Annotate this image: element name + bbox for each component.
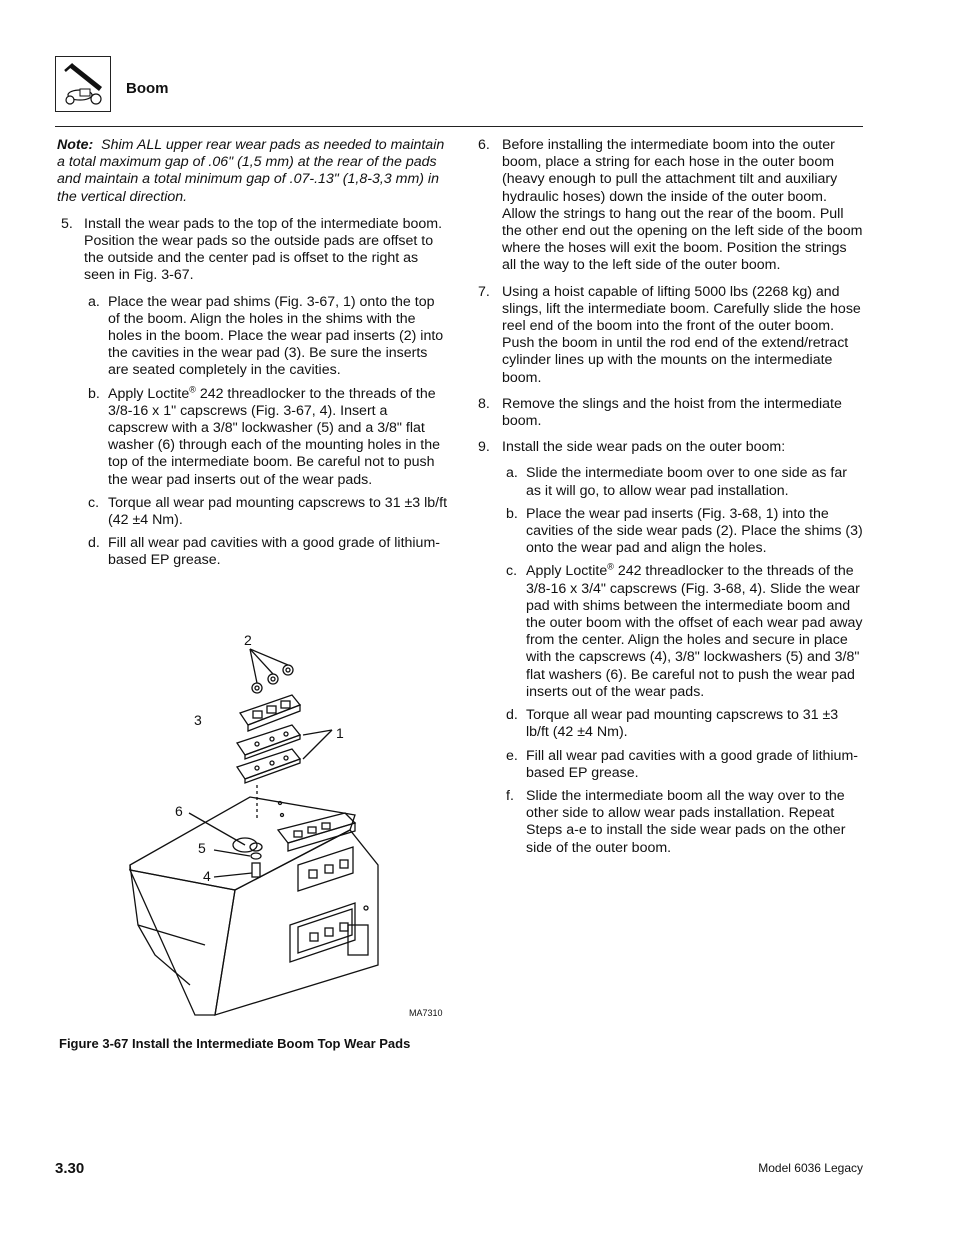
substep-letter: c. [88,494,100,511]
callout-4: 4 [203,868,211,884]
substep-letter: c. [506,563,518,580]
step-text: Install the side wear pads on the outer boom: [502,439,786,456]
substep-letter: a. [506,465,518,482]
step-number: 6. [478,137,490,153]
substep-letter: e. [506,747,518,764]
substep-text: Slide the intermediate boom all the way over to the other side to allow wear pads installation. Repeat Steps a-e to install the side wear pads on the other side of the outer boom. [526,787,846,856]
substep-letter: f. [506,787,514,804]
model-label: Model 6036 Legacy [758,1161,863,1175]
step-9e [478,748,863,782]
step-text: Using a hoist capable of lifting 5000 lbs (2268 kg) and slings, lift the intermediate boom. Carefully slide the hose reel end of the boom into the front of the outer boom. Push the boom in until the rod end of the extend/retract cylinder lines up with the mounts on the intermediate boom. [502,283,861,386]
section-title: Boom [126,80,169,97]
step-5 [57,216,447,285]
substep-letter: d. [88,535,100,552]
callout-3: 3 [194,712,202,728]
substep-text: Fill all wear pad cavities with a good grade of lithium-based EP grease. [108,535,440,569]
step-text: Remove the slings and the hoist from the intermediate boom. [502,395,842,430]
callout-6: 6 [175,803,183,819]
right-column [478,137,863,863]
substep-letter: a. [88,293,100,310]
telehandler-boom-icon [56,57,110,111]
substep-letter: d. [506,707,518,724]
substep-text-post: 242 threadlocker to the threads of the 3/8-16 x 3/4" capscrews (Fig. 3-68, 4). Slide the wear pad with shims between the intermediate boom and the outer boom with the offset of each wear pad away from the center. Align the holes and secure in place with the capscrews (4), 3/8" lockwashers (5) and 3/8" flat washers (6). Be careful not to push the wear pad inserts out of the wear pads. [526,563,863,700]
registered-mark: ® [189,383,196,394]
substep-text: Torque all wear pad mounting capscrews to 31 ±3 lb/ft (42 ±4 Nm). [108,494,448,529]
step-5d [57,535,447,569]
header-rule [55,126,863,127]
step-9d [478,707,863,741]
substep-text-pre: Apply Loctite [108,385,190,402]
step-9c [478,563,863,701]
page-number: 3.30 [55,1160,85,1177]
step-number: 8. [478,395,490,412]
figure-3-67 [110,625,455,1025]
callout-1: 1 [336,725,344,741]
substep-text: Fill all wear pad cavities with a good grade of lithium-based EP grease. [526,747,858,781]
step-8 [478,396,863,430]
step-number: 7. [478,283,490,300]
substep-text: Place the wear pad inserts (Fig. 3-68, 1) into the cavities of the side wear pads (2). Place the shims (3) onto the wear pad and align the holes. [526,505,863,557]
left-column [57,137,447,576]
art-id: MA7310 [409,1008,443,1018]
registered-mark: ® [607,561,614,572]
step-number: 5. [61,215,73,232]
step-9 [478,439,863,456]
substep-text: Place the wear pad shims (Fig. 3-67, 1) onto the top of the boom. Align the holes in the shims with the holes in the boom. Place the wear pad inserts (2) into the cavities in the wear pad (3). Be sure the inserts are seated completely in the cavities. [108,293,444,379]
substep-letter: b. [506,505,518,522]
step-text: Before installing the intermediate boom into the outer boom, place a string for each hose in the outer boom (heavy enough to pull the attachment tilt and auxiliary hydraulic hoses) down the inside of the outer boom. Allow the strings to hang out the rear of the boom. Pull the other end out the opening on the left side of the boom where the hoses will exit the boom. Position the strings all the way to the left side of the outer boom. [502,137,863,274]
step-number: 9. [478,439,490,456]
step-6 [478,137,863,275]
callout-5: 5 [198,840,206,856]
step-9f [478,788,863,857]
section-logo [55,56,111,112]
note [57,137,447,206]
step-9b [478,506,863,558]
substep-text: Slide the intermediate boom over to one side as far as it will go, to allow wear pad installation. [526,465,847,499]
substep-text-post: 242 threadlocker to the threads of the 3/8-16 x 1" capscrews (Fig. 3-67, 4). Insert a capscrew with a 3/8" lockwasher (5) and a 3/8" flat washer (6) through each of the mounting holes in the top of the intermediate boom. Be careful not to push the wear pad inserts out of the wear pads. [108,385,441,488]
step-5b [57,383,447,489]
substep-text-pre: Apply Loctite [526,563,608,580]
note-label: Note: [57,137,94,153]
boom-wear-pad-illustration [110,625,455,1025]
step-5a [57,294,447,380]
substep-text: Torque all wear pad mounting capscrews to 31 ±3 lb/ft (42 ±4 Nm). [526,707,839,741]
figure-caption: Figure 3-67 Install the Intermediate Boom Top Wear Pads [59,1036,411,1051]
step-5c [57,495,447,529]
callout-2: 2 [244,632,252,648]
step-7 [478,284,863,387]
substep-letter: b. [88,385,100,402]
step-9a [478,465,863,499]
note-text: Shim ALL upper rear wear pads as needed to maintain a total maximum gap of .06" (1,5 mm) at the rear of the pads and maintain a total minimum gap of .07-.13" (1,8-3,3 mm) in the vertical direction. [57,137,445,205]
step-text: Install the wear pads to the top of the intermediate boom. Position the wear pads so the outside pads are offset to the outside and the center pad is offset to the right as seen in Fig. 3-67. [84,215,443,284]
